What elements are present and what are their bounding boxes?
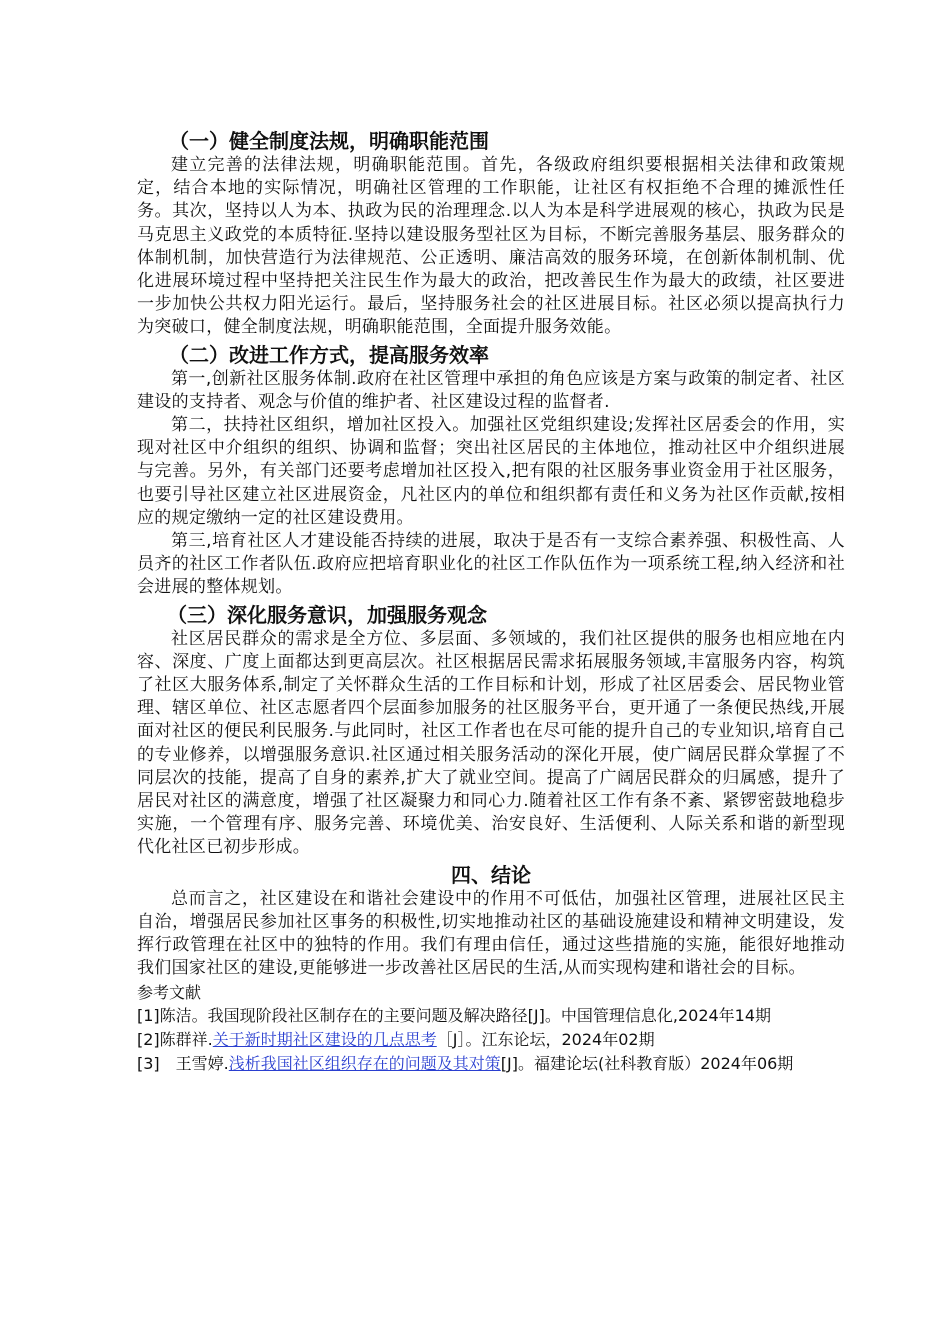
paragraph: 建立完善的法律法规，明确职能范围。首先，各级政府组织要根据相关法律和政策规定，结合本地的实际情况，明确社区管理的工作职能，让社区有权拒绝不合理的摊派性任务。其次，坚持以人为本、执政为民的治理理念.以人为本是科学进展观的核心，执政为民是马克思主义政党的本质特征.坚持以建设服务型社区为目标，不断完善服务基层、服务群众的体制机制，加快营造行为法律规范、公正透明、廉洁高效的服务环境，在创新体制机制、优化进展环境过程中坚持把关注民生作为最大的政治，把改善民生作为最大的政绩，社区要进一步加快公共权力阳光运行。最后，坚持服务社会的社区进展目标。社区必须以提高执行力为突破口，健全制度法规，明确职能范围，全面提升服务效能。: [137, 155, 845, 338]
section-heading-1: （一）健全制度法规，明确职能范围: [169, 129, 489, 153]
reference-link[interactable]: 关于新时期社区建设的几点思考: [212, 1029, 437, 1049]
document-page: [137, 126, 845, 1076]
reference-source: ［J］。江东论坛，2024年02期: [436, 1029, 655, 1049]
paragraph: 第一,创新社区服务体制.政府在社区管理中承担的角色应该是方案与政策的制定者、社区建设的支持者、观念与价值的维护者、社区建设过程的监督者.: [137, 368, 845, 412]
section-heading-2: （二）改进工作方式，提高服务效率: [169, 342, 489, 367]
paragraph: 总而言之，社区建设在和谐社会建设中的作用不可低估，加强社区管理，进展社区民主自治，增强居民参加社区事务的积极性,切实地推动社区的基础设施建设和精神文明建设，发挥行政管理在社区中的独特的作用。我们有理由信任，通过这些措施的实施，能很好地推动我们国家社区的建设,更能够进一步改善社区居民的生活,从而实现构建和谐社会的目标。: [137, 888, 845, 979]
reference-item: [137, 1052, 845, 1076]
reference-item: [137, 1028, 845, 1052]
reference-item: [1]陈洁。我国现阶段社区制存在的主要问题及解决路径[J]。中国管理信息化,2024年14期: [137, 1005, 772, 1025]
section-heading-conclusion: 四、结论: [451, 862, 531, 887]
paragraph: 社区居民群众的需求是全方位、多层面、多领域的，我们社区提供的服务也相应地在内容、深度、广度上面都达到更高层次。社区根据居民需求拓展服务领域,丰富服务内容，构筑了社区大服务体系,制定了关怀群众生活的工作目标和计划，形成了社区居委会、居民物业管理、辖区单位、社区志愿者四个层面参加服务的社区服务平台，更开通了一条便民热线,开展面对社区的便民利民服务.与此同时，社区工作者也在尽可能的提升自己的专业知识,培育自己的专业修养，以增强服务意识.社区通过相关服务活动的深化开展，使广阔居民群众掌握了不同层次的技能，提高了自身的素养,扩大了就业空间。提高了广阔居民群众的归属感，提升了居民对社区的满意度，增强了社区凝聚力和同心力.随着社区工作有条不紊、紧锣密鼓地稳步实施，一个管理有序、服务完善、环境优美、治安良好、生活便利、人际关系和谐的新型现代化社区已初步形成。: [137, 628, 845, 858]
reference-link[interactable]: 浅析我国社区组织存在的问题及其对策: [228, 1053, 501, 1073]
references-title: 参考文献: [137, 982, 202, 1002]
reference-author: [3] 王雪婷.: [137, 1053, 229, 1073]
paragraph: 第二，扶持社区组织，增加社区投入。加强社区党组织建设;发挥社区居委会的作用，实现对社区中介组织的组织、协调和监督；突出社区居民的主体地位，推动社区中介组织进展与完善。另外，有关部门还要考虑增加社区投入,把有限的社区服务事业资金用于社区服务，也要引导社区建立社区进展资金，凡社区内的单位和组织都有责任和义务为社区作贡献,按相应的规定缴纳一定的社区建设费用。: [137, 415, 845, 528]
paragraph: 第三,培育社区人才建设能否持续的进展，取决于是否有一支综合素养强、积极性高、人员齐的社区工作者队伍.政府应把培育职业化的社区工作队伍作为一项系统工程,纳入经济和社会进展的整体规划。: [137, 531, 845, 598]
section-heading-3: （三）深化服务意识，加强服务观念: [167, 602, 487, 627]
reference-source: [J]。福建论坛(社科教育版）2024年06期: [500, 1053, 794, 1073]
reference-author: [2]陈群祥.: [137, 1029, 213, 1049]
